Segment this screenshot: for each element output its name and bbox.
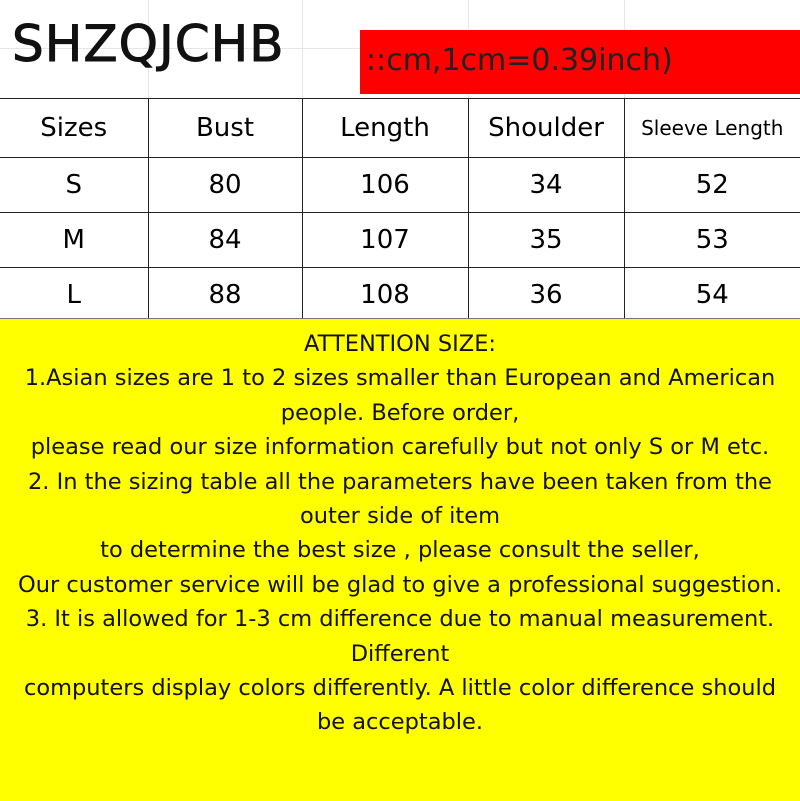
- cell-shoulder: 34: [468, 158, 624, 213]
- cell-size: M: [0, 213, 148, 268]
- cell-bust: 84: [148, 213, 302, 268]
- cell-size: S: [0, 158, 148, 213]
- table-row: [0, 268, 800, 323]
- table-row: [0, 158, 800, 213]
- cell-sleeve-length: 52: [624, 158, 800, 213]
- cell-bust: 80: [148, 158, 302, 213]
- cell-length: 107: [302, 213, 468, 268]
- cell-length: 106: [302, 158, 468, 213]
- header-sleeve-length: Sleeve Length: [624, 99, 800, 158]
- notice-title: ATTENTION SIZE:: [304, 331, 496, 357]
- notice-line: 2. In the sizing table all the parameters have been taken from the: [27, 468, 773, 495]
- notice-line: be acceptable.: [316, 709, 484, 736]
- cell-sleeve-length: 54: [624, 268, 800, 323]
- notice-line: to determine the best size , please consult the seller,: [100, 537, 700, 564]
- unit-note: ::cm,1cm=0.39inch): [366, 43, 673, 78]
- table-header-row: [0, 99, 800, 158]
- notice-line: 1.Asian sizes are 1 to 2 sizes smaller than European and American: [24, 365, 776, 392]
- table-row: [0, 213, 800, 268]
- cell-size: L: [0, 268, 148, 323]
- notice-line: 3. It is allowed for 1-3 cm difference due to manual measurement.: [25, 606, 775, 633]
- header-bust: Bust: [148, 99, 302, 158]
- cell-sleeve-length: 53: [624, 213, 800, 268]
- header-sizes: Sizes: [0, 99, 148, 158]
- notice-line: people. Before order,: [280, 399, 520, 426]
- cell-length: 108: [302, 268, 468, 323]
- notice-line: Our customer service will be glad to give a professional suggestion.: [18, 571, 782, 598]
- brand-logo: SHZQJCHB: [12, 15, 285, 73]
- notice-line: Different: [350, 640, 450, 667]
- size-table: [0, 98, 800, 323]
- notice-line: please read our size information carefully but not only S or M etc.: [30, 434, 770, 461]
- cell-shoulder: 36: [468, 268, 624, 323]
- cell-bust: 88: [148, 268, 302, 323]
- notice-line: computers display colors differently. A little color difference should: [23, 675, 777, 702]
- header-length: Length: [302, 99, 468, 158]
- attention-notice: [0, 318, 800, 801]
- header-shoulder: Shoulder: [468, 99, 624, 158]
- cell-shoulder: 35: [468, 213, 624, 268]
- notice-line: outer side of item: [299, 503, 501, 530]
- unit-banner: [360, 30, 800, 94]
